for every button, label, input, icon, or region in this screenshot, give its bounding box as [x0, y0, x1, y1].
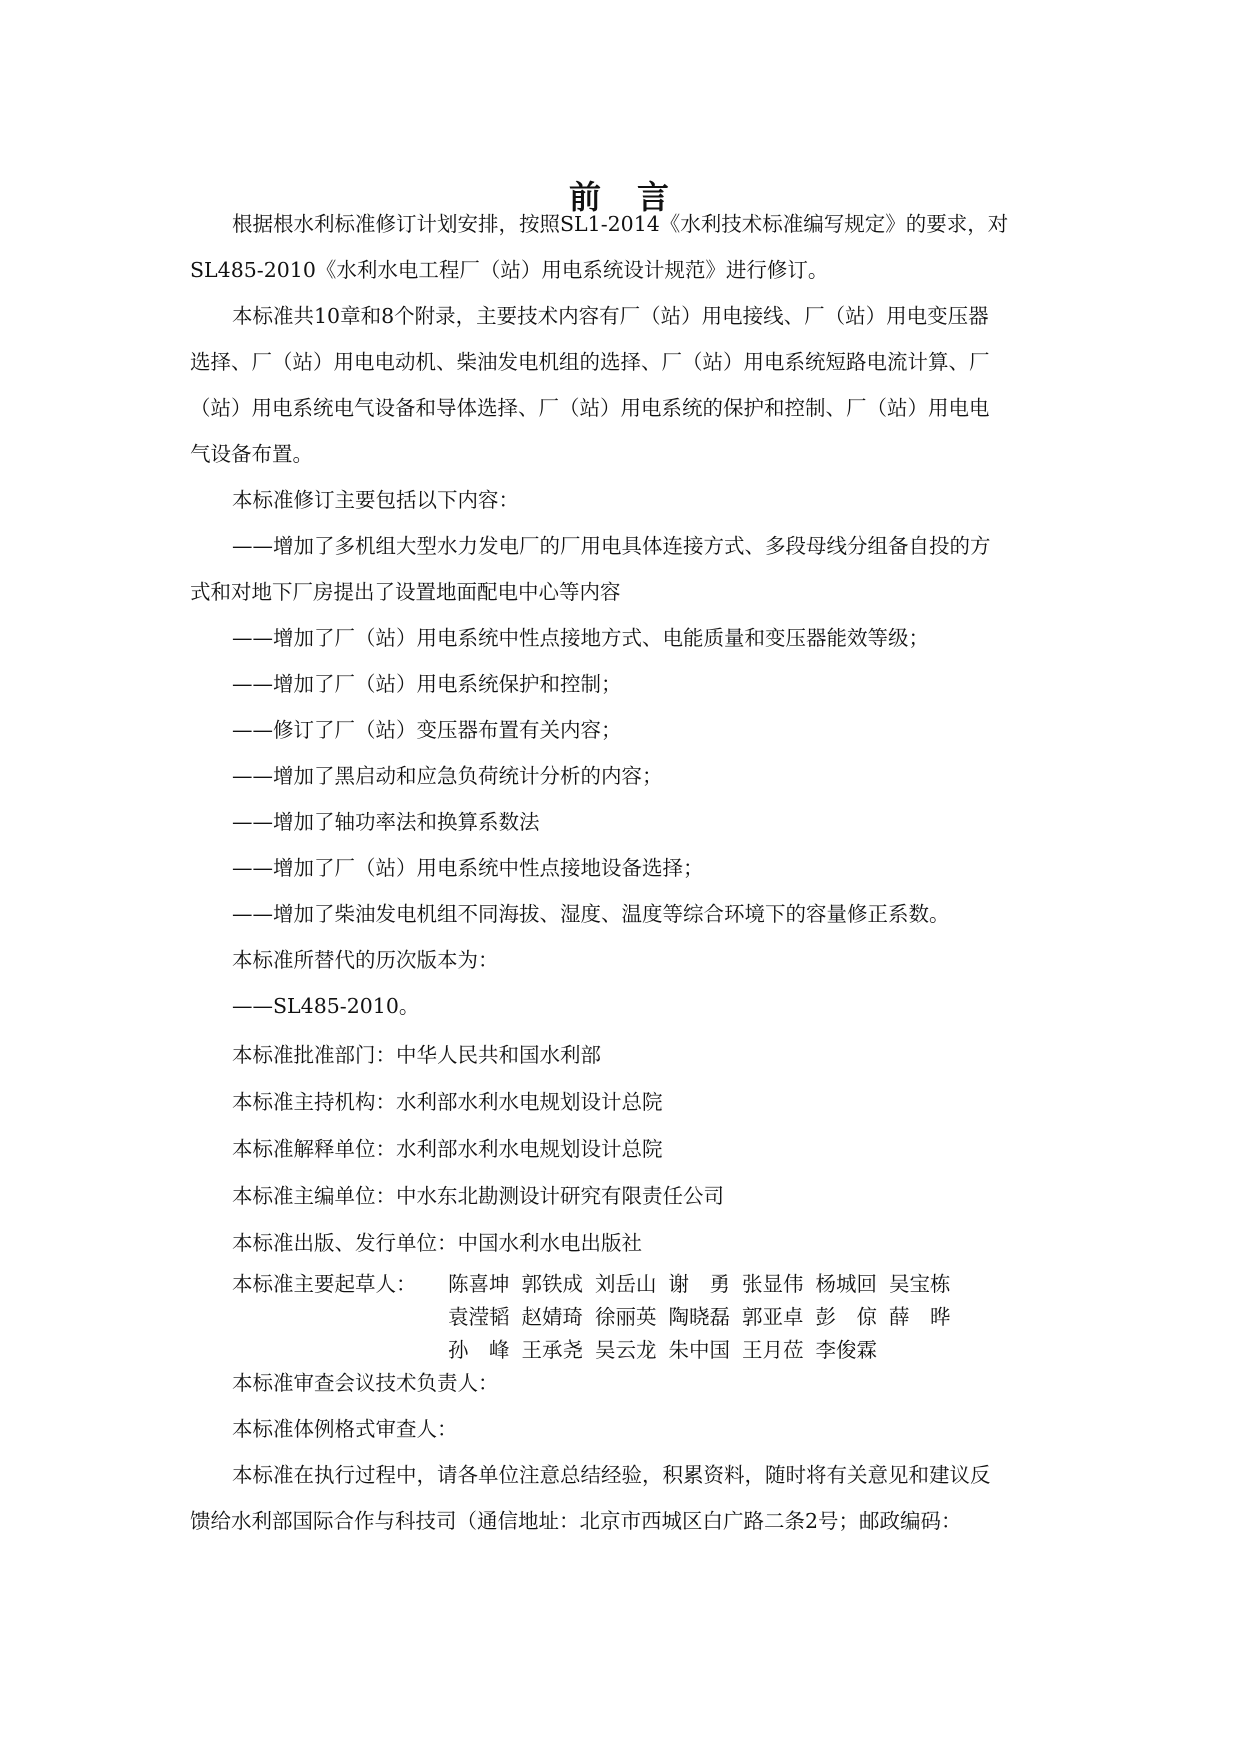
closing-line: 本标准在执行过程中，请各单位注意总结经验，积累资料，随时将有关意见和建议反	[232, 1463, 991, 1487]
drafters-label: 本标准主要起草人：	[232, 1272, 417, 1296]
info-interpretation: 本标准解释单位：水利部水利水电规划设计总院	[232, 1137, 663, 1161]
paragraph-line: 本标准共10章和8个附录，主要技术内容有厂（站）用电接线、厂（站）用电变压器	[232, 304, 989, 328]
list-item: ——增加了黑启动和应急负荷统计分析的内容；	[232, 764, 663, 788]
closing-line: 馈给水利部国际合作与科技司（通信地址：北京市西城区白广路二条2号；邮政编码：	[190, 1509, 962, 1533]
paragraph-line: 根据根水利标准修订计划安排，按照SL1-2014《水利技术标准编写规定》的要求，对	[232, 212, 1009, 236]
info-host: 本标准主持机构：水利部水利水电规划设计总院	[232, 1090, 663, 1114]
info-publisher: 本标准出版、发行单位：中国水利水电出版社	[232, 1231, 642, 1255]
review-format: 本标准体例格式审查人：	[232, 1417, 458, 1441]
paragraph-line: 本标准修订主要包括以下内容：	[232, 488, 519, 512]
info-approval: 本标准批准部门：中华人民共和国水利部	[232, 1043, 601, 1067]
review-lead: 本标准审查会议技术负责人：	[232, 1371, 499, 1395]
list-item-continuation: 式和对地下厂房提出了设置地面配电中心等内容	[190, 580, 621, 604]
list-item: ——增加了厂（站）用电系统中性点接地设备选择；	[232, 856, 704, 880]
paragraph-line: SL485-2010《水利水电工程厂（站）用电系统设计规范》进行修订。	[190, 258, 829, 282]
paragraph-line: 选择、厂（站）用电电动机、柴油发电机组的选择、厂（站）用电系统短路电流计算、厂	[190, 350, 990, 374]
paragraph-line: 本标准所替代的历次版本为：	[232, 948, 499, 972]
list-item: ——SL485-2010。	[232, 994, 420, 1018]
list-item: ——增加了多机组大型水力发电厂的厂用电具体连接方式、多段母线分组备自投的方	[232, 534, 991, 558]
drafters-row: 孙 峰 王承尧 吴云龙 朱中国 王月莅 李俊霖	[448, 1338, 877, 1362]
list-item: ——增加了厂（站）用电系统保护和控制；	[232, 672, 622, 696]
page-title: 前 言	[568, 178, 672, 216]
list-item: ——增加了柴油发电机组不同海拔、湿度、温度等综合环境下的容量修正系数。	[232, 902, 950, 926]
paragraph-line: （站）用电系统电气设备和导体选择、厂（站）用电系统的保护和控制、厂（站）用电电	[190, 396, 990, 420]
list-item: ——增加了轴功率法和换算系数法	[232, 810, 540, 834]
drafters-row: 陈喜坤 郭铁成 刘岳山 谢 勇 张显伟 杨城回 吴宝栋	[448, 1272, 951, 1296]
info-chief-editor: 本标准主编单位：中水东北勘测设计研究有限责任公司	[232, 1184, 724, 1208]
list-item: ——修订了厂（站）变压器布置有关内容；	[232, 718, 622, 742]
paragraph-line: 气设备布置。	[190, 442, 313, 466]
list-item: ——增加了厂（站）用电系统中性点接地方式、电能质量和变压器能效等级；	[232, 626, 929, 650]
drafters-row: 袁滢韬 赵婧琦 徐丽英 陶晓磊 郭亚卓 彭 倞 薛 晔	[448, 1305, 951, 1329]
